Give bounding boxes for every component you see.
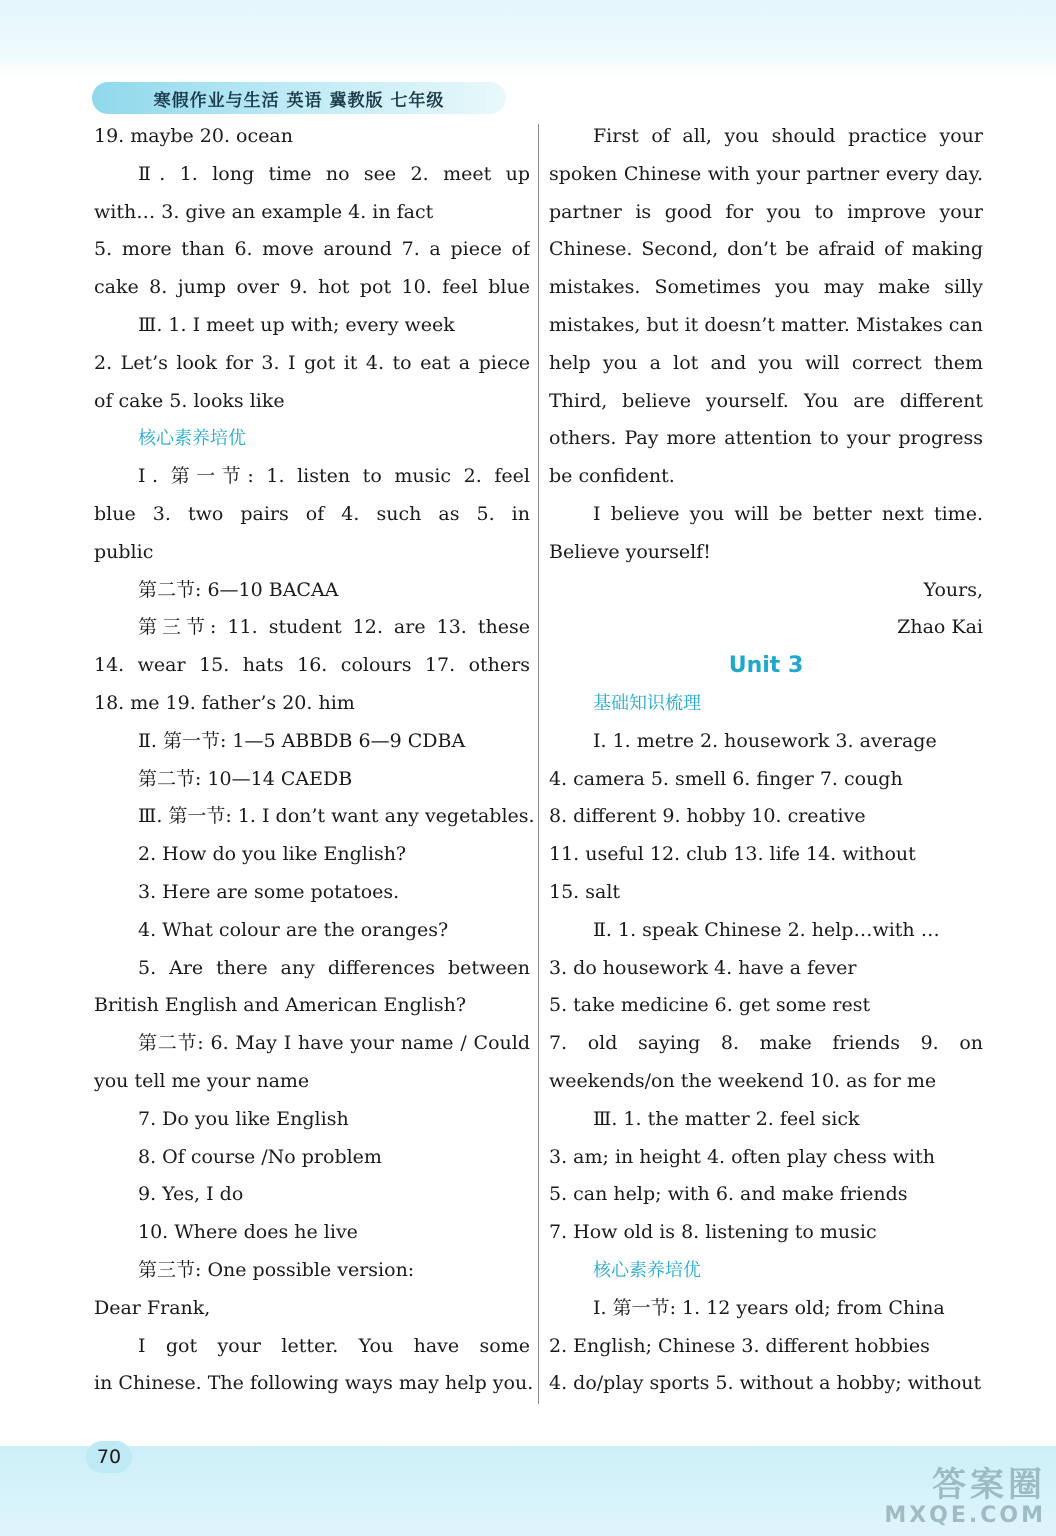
answer-line: 9. Yes, I do [138,1183,244,1206]
left-column [94,118,535,1403]
answer-line: public [94,540,154,563]
answer-line: 2. How do you like English? [138,843,407,866]
answer-line: 5. more than 6. move around 7. a piece of [94,238,530,261]
answer-line: 5. take medicine 6. get some rest [549,994,871,1017]
answer-line: blue 3. two pairs of 4. such as 5. in [94,502,530,525]
answer-line: Ⅱ. 1. speak Chinese 2. help…with … [593,918,940,941]
letter-line: Believe yourself! [549,540,711,563]
answer-line: 3. am; in height 4. often play chess with [549,1145,935,1168]
answer-line: you tell me your name [94,1069,310,1092]
answer-line: 10. Where does he live [138,1221,358,1244]
letter-line: Chinese. Second, don’t be afraid of making [549,238,983,261]
answer-line: 8. Of course /No problem [138,1145,382,1168]
answer-line: 7. old saying 8. make friends 9. on [549,1032,983,1055]
answer-line: Ⅱ. 第一节: 1—5 ABBDB 6—9 CDBA [138,729,466,752]
answer-line: 2. English; Chinese 3. different hobbies [549,1334,930,1357]
answer-line: Ⅱ. 1. long time no see 2. meet up [138,162,530,185]
answer-line: 18. me 19. father’s 20. him [94,691,355,714]
section-heading: 核心素养培优 [138,428,246,450]
answer-line: 8. different 9. hobby 10. creative [549,805,866,828]
letter-line: I got your letter. You have some [138,1334,530,1357]
answer-line: 第二节: 6—10 BACAA [138,578,339,601]
letter-line: in Chinese. The following ways may help you. [94,1372,534,1395]
column-divider [538,124,539,1404]
section-heading: 基础知识梳理 [593,692,701,714]
letter-line: First of all, you should practice your [593,125,983,147]
answer-line: 14. wear 15. hats 16. colours 17. others [94,654,530,677]
letter-salutation: Dear Frank, [94,1296,211,1319]
answer-line: Ⅰ. 第一节: 1. 12 years old; from China [593,1296,945,1319]
watermark-top: 答案圈 [932,1465,1046,1505]
letter-line: I believe you will be better next time. [593,502,983,525]
answer-line: 7. Do you like English [138,1107,349,1130]
watermark-bottom: MXQE.COM [884,1503,1046,1528]
answer-line: 11. useful 12. club 13. life 14. without [549,843,916,866]
answer-line: 第二节: 10—14 CAEDB [138,767,353,790]
answer-line: 4. What colour are the oranges? [138,918,449,941]
answer-line: of cake 5. looks like [94,389,285,412]
answer-line: 19. maybe 20. ocean [94,125,293,147]
answer-line: 15. salt [549,880,621,903]
answer-line: Ⅲ. 1. the matter 2. feel sick [593,1107,860,1130]
letter-closing: Yours, [923,578,983,601]
answer-line: 7. How old is 8. listening to music [549,1221,877,1244]
answer-line: 第三节: 11. student 12. are 13. these [138,616,530,639]
letter-line: be confident. [549,465,675,488]
letter-line: mistakes. Sometimes you may make silly [549,276,983,299]
letter-signature: Zhao Kai [897,616,983,639]
letter-line: partner is good for you to improve your [549,200,983,223]
answer-line: Ⅰ. 第一节: 1. listen to music 2. feel [138,465,530,488]
top-banner [0,0,1056,80]
right-column [549,118,983,1403]
answer-line: 第三节: One possible version: [138,1258,415,1281]
answer-line: 3. Here are some potatoes. [138,880,400,903]
letter-line: others. Pay more attention to your progress [549,427,983,450]
unit-heading: Unit 3 [728,653,804,679]
book-title-banner: 寒假作业与生活 英语 冀教版 七年级 [92,82,506,114]
answer-line: 4. camera 5. smell 6. finger 7. cough [549,767,903,790]
section-heading: 核心素养培优 [593,1259,701,1281]
answer-line: Ⅲ. 第一节: 1. I don’t want any vegetables. [138,805,535,828]
answer-line: Ⅲ. 1. I meet up with; every week [138,313,455,336]
answer-line: weekends/on the weekend 10. as for me [549,1069,937,1092]
answer-line: British English and American English? [94,994,467,1017]
watermark-logo [816,1466,1046,1532]
answer-line: 4. do/play sports 5. without a hobby; without [549,1372,982,1395]
letter-line: mistakes, but it doesn’t matter. Mistakes can [549,313,983,336]
answer-line: 5. can help; with 6. and make friends [549,1183,908,1206]
letter-line: help you a lot and you will correct them [549,351,983,374]
answer-line: 5. Are there any differences between [138,956,530,979]
answer-line: 3. do housework 4. have a fever [549,956,857,979]
answer-line: cake 8. jump over 9. hot pot 10. feel blue [94,276,530,299]
letter-line: Third, believe yourself. You are different [549,389,983,412]
answer-line: 2. Let’s look for 3. I got it 4. to eat a piece [94,351,530,374]
page-number: 70 [86,1441,132,1473]
letter-line: spoken Chinese with your partner every day. [549,162,983,185]
answer-line: Ⅰ. 1. metre 2. housework 3. average [593,729,937,752]
answer-line: with… 3. give an example 4. in fact [94,200,434,223]
answer-line: 第二节: 6. May I have your name / Could [138,1032,530,1055]
